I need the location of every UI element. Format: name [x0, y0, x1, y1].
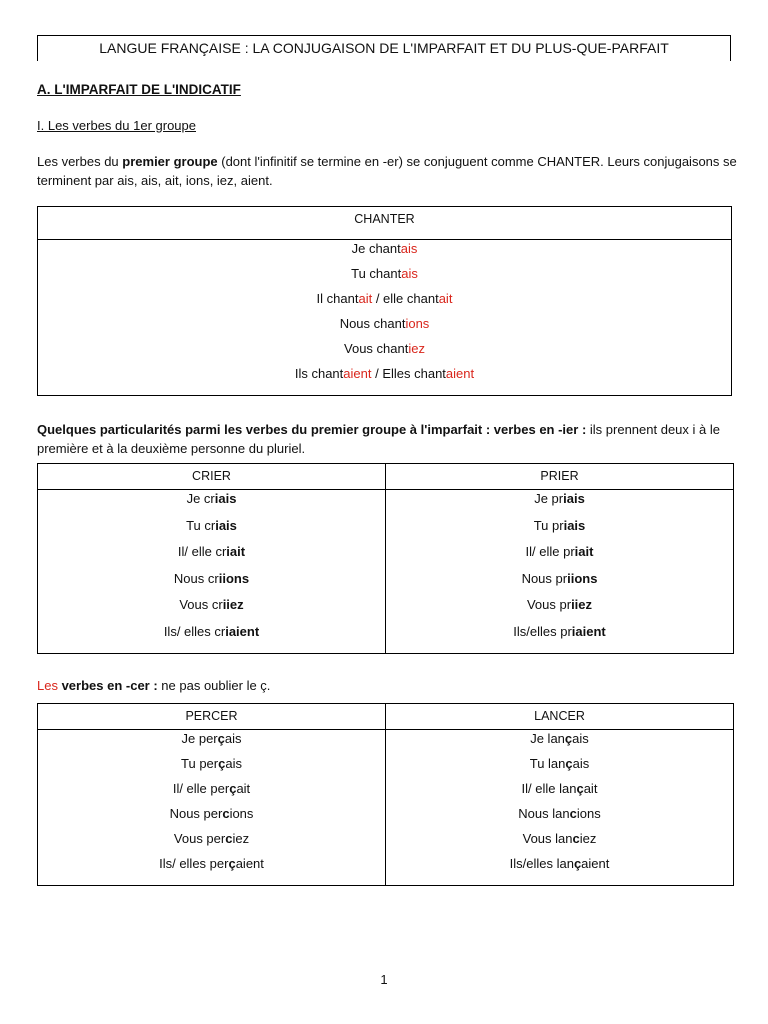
prier-row: [386, 543, 733, 570]
percer-row: [38, 730, 385, 755]
ier-note-bold: Quelques particularités parmi les verbes du premier groupe à l'imparfait : verbes en -ier :: [37, 422, 587, 437]
subsection-heading-premier-groupe: I. Les verbes du 1er groupe: [37, 118, 196, 133]
intro-bold-term: premier groupe: [122, 154, 218, 169]
crier-row: [38, 623, 385, 650]
ending: ait: [438, 291, 453, 306]
ending: aient: [235, 856, 264, 871]
stem: Ils/elles lan: [509, 856, 574, 871]
ending: ions: [405, 316, 430, 331]
crier-row: [38, 517, 385, 544]
ending: ait: [236, 781, 251, 796]
lancer-row: [386, 855, 733, 880]
stem: Ils/ elles per: [159, 856, 229, 871]
cedilla-letter: c: [222, 806, 230, 821]
cedilla-letter: ç: [565, 756, 573, 771]
intro-paragraph: [37, 152, 737, 190]
chanter-row: [38, 365, 731, 390]
page-title: LANGUE FRANÇAISE : LA CONJUGAISON DE L'IMPARFAIT ET DU PLUS-QUE-PARFAIT: [37, 35, 731, 61]
prier-row: [386, 623, 733, 650]
lancer-cell: [386, 730, 734, 886]
stem: Il/ elle pr: [525, 544, 575, 560]
intro-text-end: (dont l'infinitif se termine en -er) se conjuguent comme CHANTER. Leurs conjugaisons se terminent par ais, ais, ait, ions, iez, aient.: [37, 154, 737, 188]
stem: Vous cr: [179, 597, 223, 613]
stem: Je chant: [351, 241, 401, 256]
ending: ais: [401, 266, 418, 281]
percer-lancer-table: [37, 703, 734, 886]
stem: Vous pr: [526, 597, 572, 613]
chanter-row: [38, 265, 731, 290]
stem: Ils/elles pr: [513, 623, 572, 639]
stem: Je cr: [186, 491, 215, 506]
cer-note-red: Les: [37, 678, 58, 693]
ending: iais: [563, 517, 586, 533]
page-number: 1: [380, 972, 388, 987]
lancer-header: LANCER: [386, 704, 734, 730]
ending: iez: [408, 341, 425, 356]
ending: iez: [579, 831, 597, 846]
chanter-row: [38, 315, 731, 340]
chanter-table: [37, 206, 732, 396]
lancer-row: [386, 755, 733, 780]
cedilla-letter: ç: [576, 781, 584, 796]
ending: ais: [224, 731, 242, 746]
cedilla-letter: ç: [228, 856, 236, 871]
percer-row: [38, 780, 385, 805]
stem: Tu pr: [533, 517, 564, 533]
stem: Je pr: [534, 491, 564, 506]
prier-cell: [386, 490, 734, 654]
ier-note-text: ils prennent deux i à le première et à la deuxième personne du pluriel.: [37, 422, 720, 456]
ending: ais: [572, 756, 590, 771]
ending: iaient: [225, 623, 260, 639]
stem: Il/ elle per: [172, 781, 230, 796]
crier-cell: [38, 490, 386, 654]
percer-row: [38, 855, 385, 880]
cedilla-letter: c: [569, 806, 577, 821]
crier-header: CRIER: [38, 464, 386, 490]
stem: Vous lan: [522, 831, 573, 846]
stem: Je lan: [530, 731, 565, 746]
stem: Tu cr: [186, 517, 216, 533]
prier-row: [386, 570, 733, 597]
stem: Il chant: [316, 291, 359, 306]
ending: ions: [576, 806, 601, 821]
ending: ions: [229, 806, 254, 821]
chanter-row: [38, 290, 731, 315]
ending: iions: [567, 570, 598, 586]
ending: iais: [215, 517, 237, 533]
chanter-row: [38, 340, 731, 365]
stem: Ils chant: [294, 366, 344, 381]
crier-row: [38, 570, 385, 597]
cer-note: [37, 678, 270, 693]
stem: Nous cr: [173, 570, 219, 586]
cedilla-letter: ç: [573, 856, 582, 871]
prier-header: PRIER: [386, 464, 734, 490]
stem: Je per: [181, 731, 218, 746]
crier-row: [38, 490, 385, 517]
ending: ais: [225, 756, 242, 771]
cedilla-letter: ç: [564, 731, 573, 746]
stem: Il/ elle cr: [177, 544, 227, 560]
stem: / Elles chant: [371, 366, 446, 381]
cer-note-text: ne pas oublier le ç.: [157, 678, 271, 693]
ending: iais: [563, 491, 585, 506]
ending: aient: [445, 366, 475, 381]
stem: Vous chant: [344, 341, 409, 356]
prier-row: [386, 517, 733, 544]
ending: iiez: [571, 597, 593, 613]
chanter-cell: [38, 240, 732, 396]
stem: Nous chant: [339, 316, 406, 331]
cedilla-letter: ç: [217, 731, 225, 746]
stem: Tu chant: [351, 266, 402, 281]
percer-header: PERCER: [38, 704, 386, 730]
percer-row: [38, 805, 385, 830]
stem: Tu lan: [529, 756, 566, 771]
crier-row: [38, 543, 385, 570]
stem: Nous pr: [521, 570, 568, 586]
percer-cell: [38, 730, 386, 886]
stem: Tu per: [181, 756, 219, 771]
stem: Vous per: [173, 831, 226, 846]
prier-row: [386, 596, 733, 623]
stem: Il/ elle lan: [521, 781, 577, 796]
cedilla-letter: ç: [229, 781, 237, 796]
ending: ais: [400, 241, 418, 256]
lancer-row: [386, 830, 733, 855]
ending: iions: [218, 570, 250, 586]
crier-row: [38, 596, 385, 623]
stem: / elle chant: [372, 291, 439, 306]
stem: Ils/ elles cr: [163, 623, 226, 639]
intro-text-start: Les verbes du: [37, 154, 123, 169]
ending: iait: [574, 544, 594, 560]
prier-row: [386, 490, 733, 517]
lancer-row: [386, 730, 733, 755]
chanter-header: CHANTER: [38, 207, 732, 240]
lancer-row: [386, 805, 733, 830]
percer-row: [38, 755, 385, 780]
ier-note: [37, 420, 737, 458]
stem: Nous per: [169, 806, 223, 821]
stem: Nous lan: [518, 806, 570, 821]
ending: iaient: [571, 623, 606, 639]
cedilla-letter: c: [572, 831, 580, 846]
ending: iais: [214, 491, 237, 506]
percer-row: [38, 830, 385, 855]
cedilla-letter: c: [225, 831, 233, 846]
ending: aient: [343, 366, 372, 381]
ending: ais: [572, 731, 589, 746]
ending: iiez: [222, 597, 244, 613]
section-heading-imparfait: A. L'IMPARFAIT DE L'INDICATIF: [37, 82, 241, 97]
ending: aient: [581, 856, 610, 871]
ending: iez: [232, 831, 250, 846]
lancer-row: [386, 780, 733, 805]
cer-note-bold: verbes en -cer :: [57, 678, 158, 693]
ending: ait: [358, 291, 373, 306]
ending: iait: [226, 544, 246, 560]
crier-prier-table: [37, 463, 734, 654]
chanter-row: [38, 240, 731, 265]
ending: ait: [583, 781, 598, 796]
cedilla-letter: ç: [218, 756, 226, 771]
